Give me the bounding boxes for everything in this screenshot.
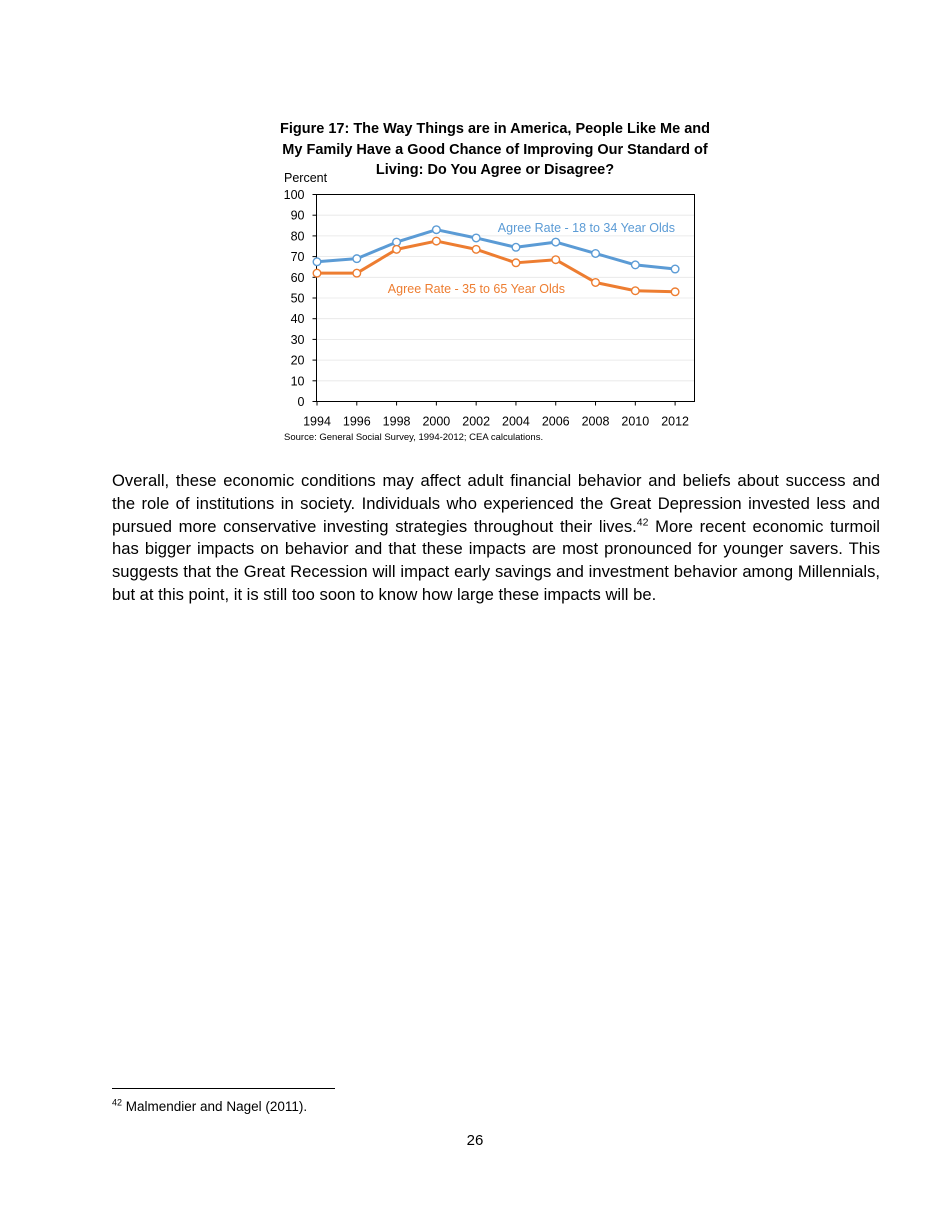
grid-layer: [317, 215, 695, 381]
y-axis-title: Percent: [284, 171, 328, 185]
y-tick-label-10: 100: [283, 188, 305, 202]
data-point-1-2000: [433, 237, 441, 245]
data-point-0-2004: [512, 243, 520, 251]
series-label-0: Agree Rate - 18 to 34 Year Olds: [497, 221, 675, 235]
data-point-1-1998: [393, 246, 401, 254]
data-point-0-1998: [393, 238, 401, 246]
figure-title: Figure 17: The Way Things are in America, People Like Me and My Family Have a Good Chance of Improving Our Standard of Living: Do You Agree or Disagree?: [280, 121, 711, 178]
data-point-0-2002: [472, 234, 480, 242]
body-paragraph: [112, 470, 880, 607]
x-axis-labels: [303, 415, 689, 429]
data-point-0-2010: [632, 261, 640, 269]
data-point-1-2002: [472, 246, 480, 254]
y-tick-label-4: 40: [290, 312, 305, 327]
series-label-1: Agree Rate - 35 to 65 Year Olds: [387, 282, 565, 296]
data-point-0-2000: [433, 226, 441, 234]
data-point-1-2008: [592, 279, 600, 287]
x-tick-label-2012: 2012: [661, 414, 690, 429]
y-axis-labels: [284, 188, 305, 409]
data-point-1-2006: [552, 256, 560, 264]
data-point-0-2012: [671, 265, 679, 273]
x-tick-label-2006: 2006: [541, 414, 570, 429]
x-tick-label-1996: 1996: [342, 414, 371, 429]
data-point-1-2004: [512, 259, 520, 267]
y-tick-label-1: 10: [290, 374, 305, 389]
data-point-1-1994: [313, 269, 321, 277]
figure-source: Source: General Social Survey, 1994-2012; CEA calculations.: [284, 432, 544, 443]
x-tick-label-1998: 1998: [382, 414, 411, 429]
y-tick-label-0: 0: [297, 395, 305, 409]
page-number: 26: [466, 1132, 484, 1149]
body-text-part-1: Overall, these economic conditions may affect adult financial behavior and beliefs about success and the role of institutions in society. Individuals who experienced the Great Depression invested less and pursued more conservative investing strategies throughout their lives.: [112, 471, 880, 536]
y-tick-label-9: 90: [290, 208, 305, 223]
footnote: [112, 1099, 307, 1114]
y-tick-label-7: 70: [290, 250, 305, 265]
data-point-0-2008: [592, 250, 600, 258]
y-tick-label-8: 80: [290, 229, 305, 244]
data-point-0-1996: [353, 255, 361, 263]
body-text-part-2: More recent economic turmoil has bigger impacts on behavior and that these impacts are most pronounced for younger savers. This suggests that the Great Recession will impact early savings and investment behavior among Millennials, but at this point, it is still too soon to know how large these impacts will be.: [112, 516, 880, 604]
data-point-1-2010: [632, 287, 640, 295]
x-tick-label-2008: 2008: [581, 414, 610, 429]
data-point-1-1996: [353, 269, 361, 277]
footnote-divider: [112, 1088, 335, 1089]
data-point-0-2006: [552, 238, 560, 246]
footnote-text: Malmendier and Nagel (2011).: [122, 1099, 308, 1114]
y-tick-label-5: 50: [290, 291, 305, 306]
y-tick-label-6: 60: [290, 270, 305, 285]
footnote-reference[interactable]: 42: [636, 516, 649, 529]
data-point-1-2012: [671, 288, 679, 296]
x-tick-label-2002: 2002: [462, 414, 491, 429]
line-chart: [270, 168, 710, 438]
x-tick-label-1994: 1994: [303, 414, 331, 429]
footnote-number: 42: [112, 1097, 123, 1108]
x-tick-label-2010: 2010: [621, 414, 650, 429]
x-tick-label-2004: 2004: [502, 414, 530, 429]
chart: [270, 168, 710, 438]
data-point-0-1994: [313, 258, 321, 266]
y-tick-label-2: 20: [290, 353, 305, 368]
x-tick-label-2000: 2000: [422, 414, 451, 429]
y-tick-label-3: 30: [290, 332, 305, 347]
